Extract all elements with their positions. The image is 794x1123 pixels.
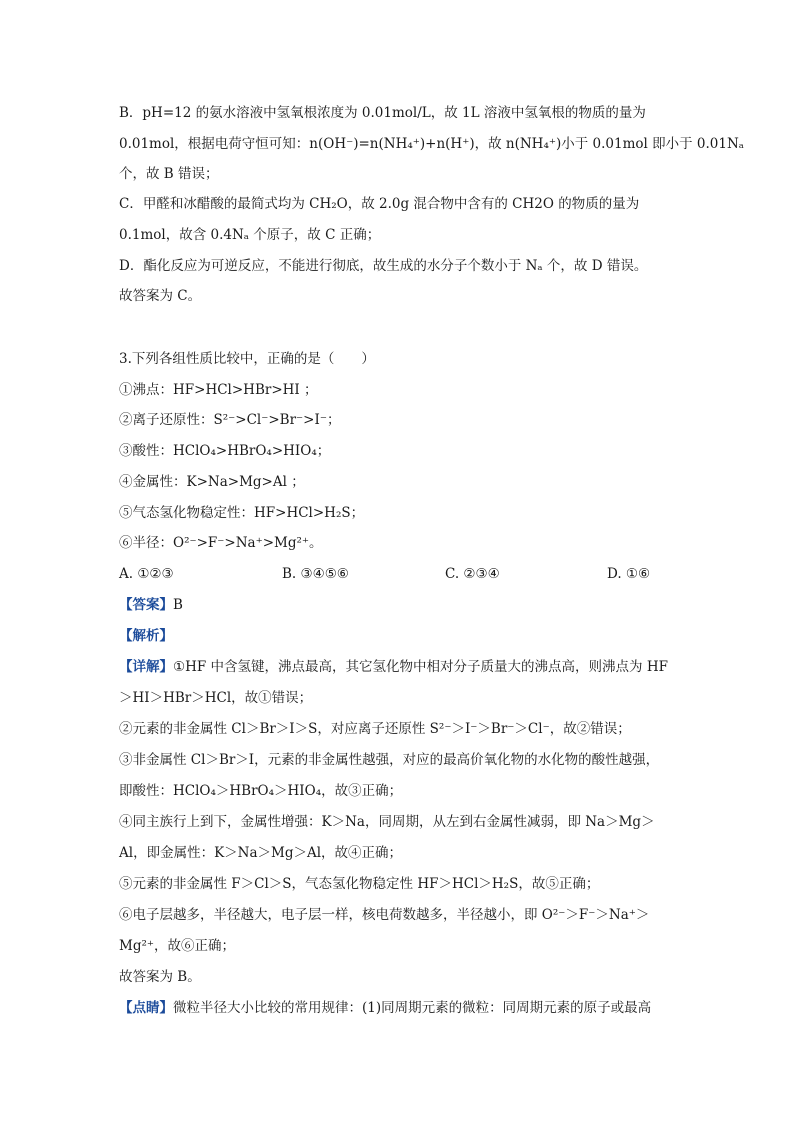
option-b-explanation-line-1: B．pH=12 的氨水溶液中氢氧根浓度为 0.01mol/L，故 1L 溶液中氢氧根的物质的量为: [119, 105, 646, 121]
question-item-5: ⑤气态氢化物稳定性：HF>HCl>H₂S；: [119, 505, 365, 521]
detail-text-1: ①HF 中含氢键，沸点最高，其它氢化物中相对分子质量大的沸点高，则沸点为 HF: [173, 659, 668, 675]
question-item-3: ③酸性：HClO₄>HBrO₄>HIO₄；: [119, 443, 331, 459]
detail-line-10: Mg²⁺，故⑥正确；: [119, 938, 236, 954]
option-c-explanation-line-2: 0.1mol，故含 0.4Nₐ 个原子，故 C 正确；: [119, 227, 381, 243]
detail-line-4: ③非金属性 Cl＞Br＞I，元素的非金属性越强，对应的最高价氧化物的水化物的酸性越强，: [119, 752, 660, 768]
option-c-explanation-line-1: C．甲醛和冰醋酸的最简式均为 CH₂O，故 2.0g 混合物中含有的 CH2O 的物质的量为: [119, 196, 640, 212]
answer-tag: 【答案】: [119, 597, 173, 613]
detail-tag: 【详解】: [119, 659, 173, 675]
detail-line-7: Al，即金属性：K＞Na＞Mg＞Al，故④正确；: [119, 845, 403, 861]
choice-d: D. ①⑥: [607, 566, 651, 582]
detail-line-1: [119, 657, 679, 677]
tip-tag: 【点睛】: [119, 1000, 173, 1016]
analysis-heading: [119, 626, 679, 646]
tip-text: 微粒半径大小比较的常用规律：(1)同周期元素的微粒：同周期元素的原子或最高: [173, 1000, 652, 1016]
choice-c: C. ②③④: [445, 566, 500, 582]
analysis-tag: 【解析】: [119, 628, 173, 644]
detail-line-8: ⑤元素的非金属性 F＞Cl＞S，气态氢化物稳定性 HF＞HCl＞H₂S，故⑤正确；: [119, 876, 600, 892]
option-d-explanation-line-1: D．酯化反应为可逆反应，不能进行彻底，故生成的水分子个数小于 Nₐ 个，故 D 错误。: [119, 258, 648, 274]
detail-line-9: ⑥电子层越多，半径越大，电子层一样，核电荷数越多，半径越小，即 O²⁻＞F⁻＞Na⁺＞: [119, 907, 650, 923]
question-item-6: ⑥半径：O²⁻>F⁻>Na⁺>Mg²⁺。: [119, 535, 323, 551]
detail-line-2: ＞HI＞HBr＞HCl，故①错误；: [119, 690, 313, 706]
question-3-stem: 3.下列各组性质比较中，正确的是（ ）: [119, 351, 375, 367]
detail-line-6: ④同主族行上到下，金属性增强：K＞Na，同周期，从左到右金属性减弱，即 Na＞Mg＞: [119, 814, 655, 830]
detail-line-3: ②元素的非金属性 Cl＞Br＞I＞S，对应离子还原性 S²⁻＞I⁻＞Br⁻＞Cl⁻，故②错误；: [119, 721, 631, 737]
choice-b: B. ③④⑤⑥: [282, 566, 349, 582]
previous-answer: 故答案为 C。: [119, 288, 202, 304]
detail-line-5: 即酸性：HClO₄＞HBrO₄＞HIO₄，故③正确；: [119, 783, 403, 799]
tip-line: [119, 998, 679, 1018]
question-item-2: ②离子还原性：S²⁻>Cl⁻>Br⁻>I⁻；: [119, 412, 341, 428]
option-b-explanation-line-2: 0.01mol，根据电荷守恒可知：n(OH⁻)=n(NH₄⁺)+n(H⁺)，故 n(NH₄⁺)小于 0.01mol 即小于 0.01Nₐ: [119, 136, 745, 152]
question-item-1: ①沸点：HF>HCl>HBr>HI ；: [119, 382, 318, 398]
answer-value: B: [173, 597, 183, 613]
question-item-4: ④金属性：K>Na>Mg>Al ；: [119, 474, 305, 490]
answer-line: [119, 595, 679, 615]
choice-a: A. ①②③: [119, 566, 174, 582]
final-answer: 故答案为 B。: [119, 969, 201, 985]
option-b-explanation-line-3: 个，故 B 错误；: [119, 166, 219, 182]
